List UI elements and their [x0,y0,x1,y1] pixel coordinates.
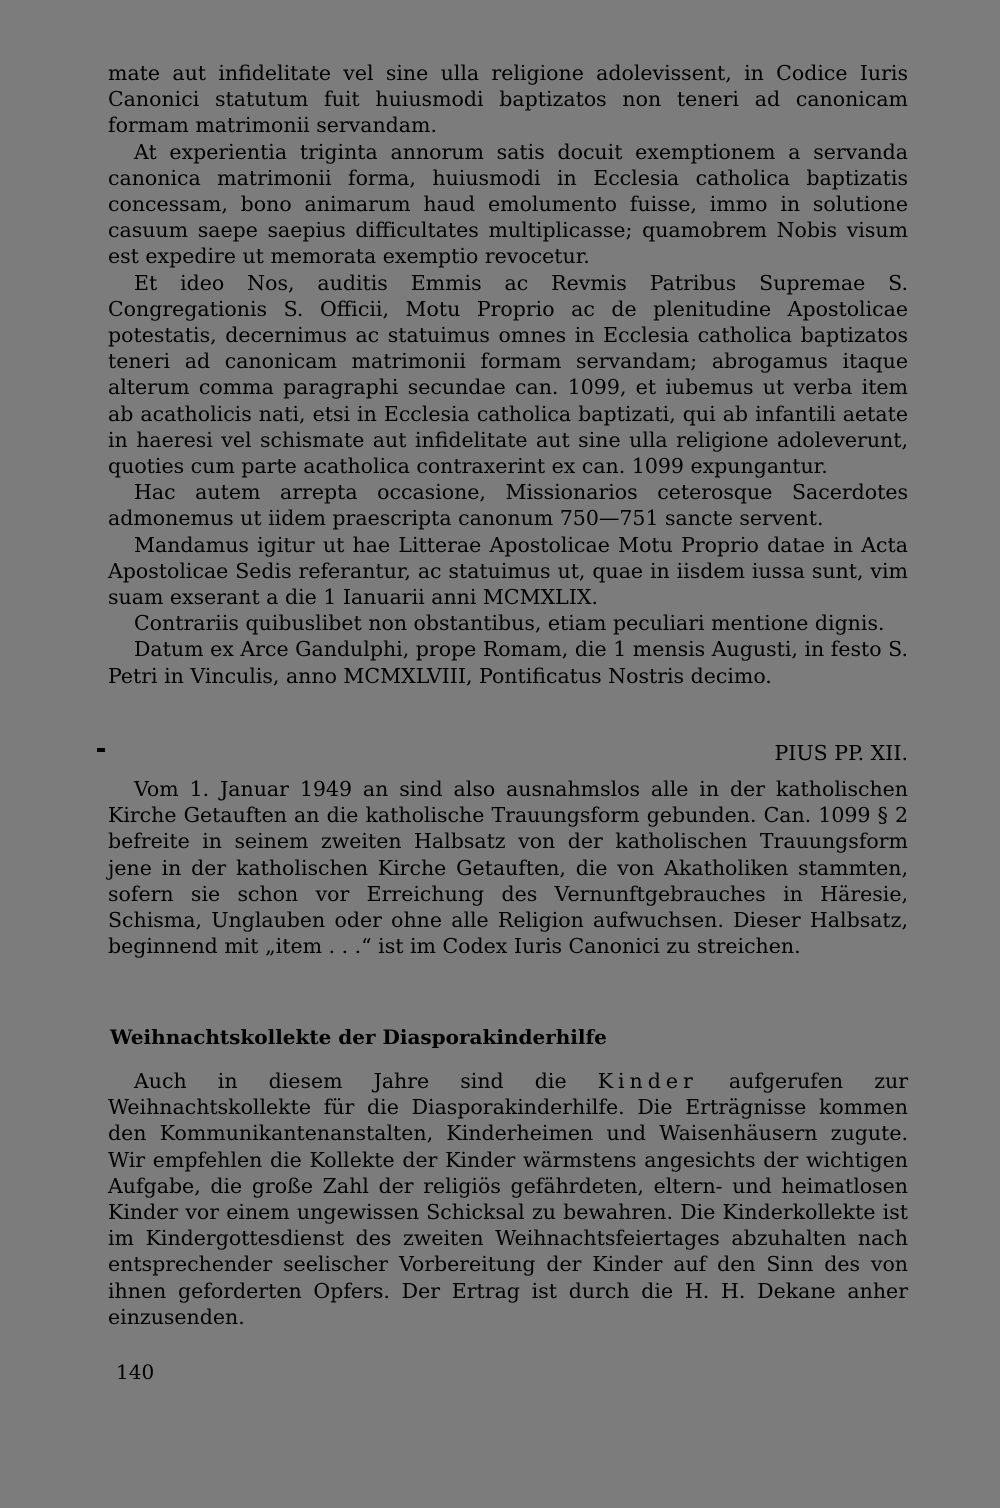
paragraph-experientia: At experientia triginta annorum satis docuit exemptionem a servanda canonica matrimonii forma, huiusmodi in Ecclesia catholica baptizatis concessam, bono animarum haud emolumento fuisse, immo in solutione casuum saepe saepius difficultates multiplicasse; quamobrem Nobis visum est expedire ut memorata exemptio revocetur. [108,139,908,269]
paragraph-contrariis: Contrariis quibuslibet non obstantibus, etiam peculiari mentione dignis. [134,611,885,636]
margin-mark [97,748,105,752]
paragraph-commentary: Vom 1. Januar 1949 an sind also ausnahmslos alle in der katholischen Kirche Getauften an die katholische Trauungsform gebunden. Can. 1099 § 2 befreite in seinem zweiten Halbsatz von der katholischen Trauungsform jene in der katholischen Kirche Getauften, die von Akatholiken stammten, sofern sie schon vor Erreichung des Vernunftgebrauches in Häresie, Schisma, Unglauben oder ohne alle Religion aufwuchsen. Dieser Halbsatz, beginnend mit „item . . .“ ist im Codex Iuris Canonici zu streichen. [108,777,908,959]
latin-text-block [108,60,908,689]
paragraph-mandamus: Mandamus igitur ut hae Litterae Apostolicae Motu Proprio datae in Acta Apostolicae Sedis referantur, ac statuimus ut, quae in iisdem iussa sunt, vim suam exserant a die 1 Ianuarii anni MCMXLIX. [108,532,908,610]
paragraph-missionarios: Hac autem arrepta occasione, Missionarios ceterosque Sacerdotes admonemus ut iidem praescripta canonum 750—751 sancte servent. [108,480,908,531]
paragraph-datum: Datum ex Arce Gandulphi, prope Romam, die 1 mensis Augusti, in festo S. Petri in Vinculis, anno MCMXLVIII, Pontificatus Nostris decimo. [108,637,908,688]
collection-text-start: Auch in diesem Jahre sind die [134,1069,598,1093]
collection-text-rest: aufgerufen zur Weihnachtskollekte für die Diasporakinderhilfe. Die Erträgnisse kommen den Kommunikantenanstalten, Kinderheimen und Waisenhäusern zugute. Wir empfehlen die Kollekte der Kinder wärmstens angesichts der wichtigen Aufgabe, die große Zahl der religiös gefährdeten, eltern- und heimatlosen Kinder vor einem ungewissen Schicksal zu bewahren. Die Kinderkollekte ist im Kindergottesdienst des zweiten Weihnachtsfeiertages abzuhalten nach entsprechender seelischer Vorbereitung der Kinder auf den Sinn des von ihnen geforderten Opfers. Der Ertrag ist durch die H. H. Dekane anher einzusenden. [108,1069,908,1329]
paragraph-decree: Et ideo Nos, auditis Emmis ac Revmis Patribus Supremae S. Congregationis S. Officii, Motu Proprio ac de plenitudine Apostolicae potestatis, decernimus ac statuimus omnes in Ecclesia catholica baptizatos teneri ad canonicam matrimonii formam servandam; abrogamus itaque alterum comma paragraphi secundae can. 1099, et iubemus ut verba item ab acatholicis nati, etsi in Ecclesia catholica baptizati, qui ab infantili aetate in haeresi vel schismate aut infidelitate aut sine ulla religione adoleverunt, quoties cum parte acatholica contraxerint ex can. 1099 expungantur. [108,270,908,479]
german-text-block [108,776,908,959]
collection-text-block [108,1068,908,1330]
paragraph-collection [108,1068,908,1330]
section-heading: Weihnachtskollekte der Diasporakinderhilfe [110,1025,607,1049]
collection-text-spaced: Kinder [597,1069,698,1093]
page-number: 140 [116,1360,155,1384]
signature: PIUS PP. XII. [774,741,908,765]
paragraph-continuation: mate aut infidelitate vel sine ulla religione adolevissent, in Codice Iuris Canonici statutum fuit huiusmodi baptizatos non teneri ad canonicam formam matrimonii servandam. [108,61,908,138]
